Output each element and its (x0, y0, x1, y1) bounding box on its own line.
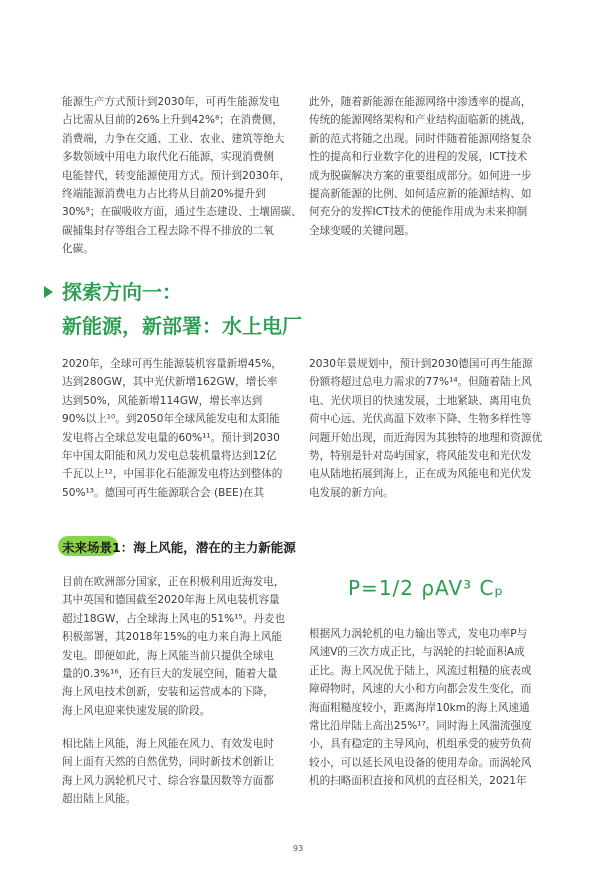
section-triangle-icon (44, 286, 53, 298)
text-line: 份额将超过总电力需求的77%¹⁴。但随着陆上风 (309, 376, 532, 389)
text-line: 发电。即便如此，海上风能当前只提供全球电 (62, 649, 274, 662)
text-line: 根据风力涡轮机的电力输出等式，发电功率P与 (309, 628, 528, 640)
text-line: 多数领域中用电力取代化石能源，实现消费侧 (62, 151, 274, 164)
text-line: 量的0.3%¹⁶，还有巨大的发展空间，随着大量 (62, 667, 278, 680)
text-line: 机的扫略面积直接和风机的直径相关，2021年 (309, 775, 527, 788)
text-line: 30%⁹；在碳吸收方面，通过生态建设、土壤固碳、 (62, 206, 302, 219)
text-line: 何充分的发挥ICT技术的使能作用成为未来抑制 (309, 206, 528, 219)
text-line: 达到50%，风能新增114GW，增长率达到 (62, 394, 263, 407)
text-line: 性的提高和行业数字化的进程的发展，ICT技术 (309, 151, 528, 164)
text-line: 电从陆地拓展到海上，正在成为风能电和光伏发 (309, 468, 532, 481)
offshore-paragraph-a (62, 573, 285, 720)
section-title-line1: 探索方向一： (62, 280, 182, 304)
text-line: 电发展的新方向。 (309, 486, 394, 499)
text-line: 达到280GW，其中光伏新增162GW，增长率 (62, 376, 278, 389)
wind-equation-paragraph (309, 625, 532, 791)
text-line: 碳捕集封存等组合工程去除不得不排放的二氧 (62, 224, 274, 237)
text-line: 障碍物时，风速的大小和方向都会发生变化，而 (309, 683, 532, 696)
text-line: 常比沿岸陆上高出25%¹⁷。同时海上风湍流强度 (309, 719, 532, 732)
text-line: 目前在欧洲部分国家，正在积极利用近海发电， (62, 576, 285, 588)
text-line: 超过18GW，占全球海上风电的51%¹⁵。丹麦也 (62, 612, 286, 625)
scenario-title: 未来场景1：海上风能，潜在的主力新能源 (62, 540, 296, 555)
text-line: 问题开始出现，而近海因为其独特的地理和资源优 (309, 431, 543, 444)
intro-paragraph-right (309, 93, 531, 240)
text-line: 电能替代，转变能源使用方式。预计到2030年， (62, 169, 291, 182)
text-line: 海面粗糙度较小，距离海岸10km的海上风速通 (309, 701, 530, 714)
section-title-line2: 新能源，新部署：水上电厂 (62, 314, 302, 338)
text-line: 相比陆上风能，海上风能在风力、有效发电时 (62, 738, 274, 750)
text-line: 电、光伏项目的快速发展，土地紧缺、离用电负 (309, 394, 532, 407)
text-line: 能源生产方式预计到2030年，可再生能源发电 (62, 96, 280, 108)
text-line: 提高新能源的比例、如何适应新的能源结构、如 (309, 187, 532, 200)
wind-power-formula: P=1/2 ρAV³ Cₚ (348, 576, 505, 600)
renewable-paragraph-right (309, 355, 542, 502)
text-line: 其中英国和德国截至2020年海上风电装机容量 (62, 594, 280, 607)
text-line: 新的范式将随之出现。同时伴随着能源网络复杂 (309, 132, 532, 145)
text-line: 势，特别是针对岛屿国家，将风能发电和光伏发 (309, 449, 532, 462)
page-number: 93 (293, 844, 304, 853)
text-line: 风速V的三次方成正比，与涡轮的扫轮面积A成 (309, 646, 525, 659)
intro-paragraph-left (62, 93, 302, 259)
text-line: 间上面有天然的自然优势，同时新技术创新让 (62, 756, 274, 769)
text-line: 荷中心远、光伏高温下效率下降、生物多样性等 (309, 413, 532, 426)
text-line: 传统的能源网络架构和产业结构面临新的挑战， (309, 114, 532, 127)
text-line: 化碳。 (62, 243, 94, 256)
text-line: 2020年，全球可再生能源装机容量新增45%， (62, 358, 283, 370)
text-line: 千瓦以上¹²，中国非化石能源发电将达到整体的 (62, 468, 283, 481)
text-line: 90%以上¹⁰。到2050年全球风能发电和太阳能 (62, 413, 280, 426)
text-line: 全球变暖的关键问题。 (309, 224, 415, 237)
text-line: 占比需从目前的26%上升到42%⁸；在消费侧， (62, 114, 283, 127)
text-line: 小，具有稳定的主导风向，机组承受的疲劳负荷 (309, 738, 532, 751)
text-line: 成为脱碳解决方案的重要组成部分。如何进一步 (309, 169, 532, 182)
text-line: 超出陆上风能。 (62, 793, 137, 806)
text-line: 50%¹³。德国可再生能源联合会 (BEE)在其 (62, 486, 265, 499)
text-line: 2030年景规划中，预计到2030德国可再生能源 (309, 358, 533, 370)
offshore-paragraph-b (62, 735, 274, 809)
text-line: 此外，随着新能源在能源网络中渗透率的提高， (309, 96, 532, 108)
text-line: 较小，可以延长风电设备的使用寿命。而涡轮风 (309, 756, 532, 769)
text-line: 终端能源消费电力占比将从目前20%提升到 (62, 187, 266, 200)
renewable-paragraph-left (62, 355, 282, 502)
text-line: 消费端，力争在交通、工业、农业、建筑等绝大 (62, 132, 285, 145)
text-line: 年中国太阳能和风力发电总装机量将达到12亿 (62, 449, 277, 462)
text-line: 海上风电技术创新，安装和运营成本的下降， (62, 686, 274, 699)
text-line: 海上风力涡轮机尺寸、综合容量因数等方面都 (62, 774, 274, 787)
text-line: 发电将占全球总发电量的60%¹¹。预计到2030 (62, 431, 280, 444)
text-line: 海上风电迎来快速发展的阶段。 (62, 704, 211, 717)
text-line: 积极部署，其2018年15%的电力来自海上风能 (62, 631, 283, 644)
text-line: 正比。海上风况优于陆上，风流过粗糙的底表或 (309, 664, 532, 677)
